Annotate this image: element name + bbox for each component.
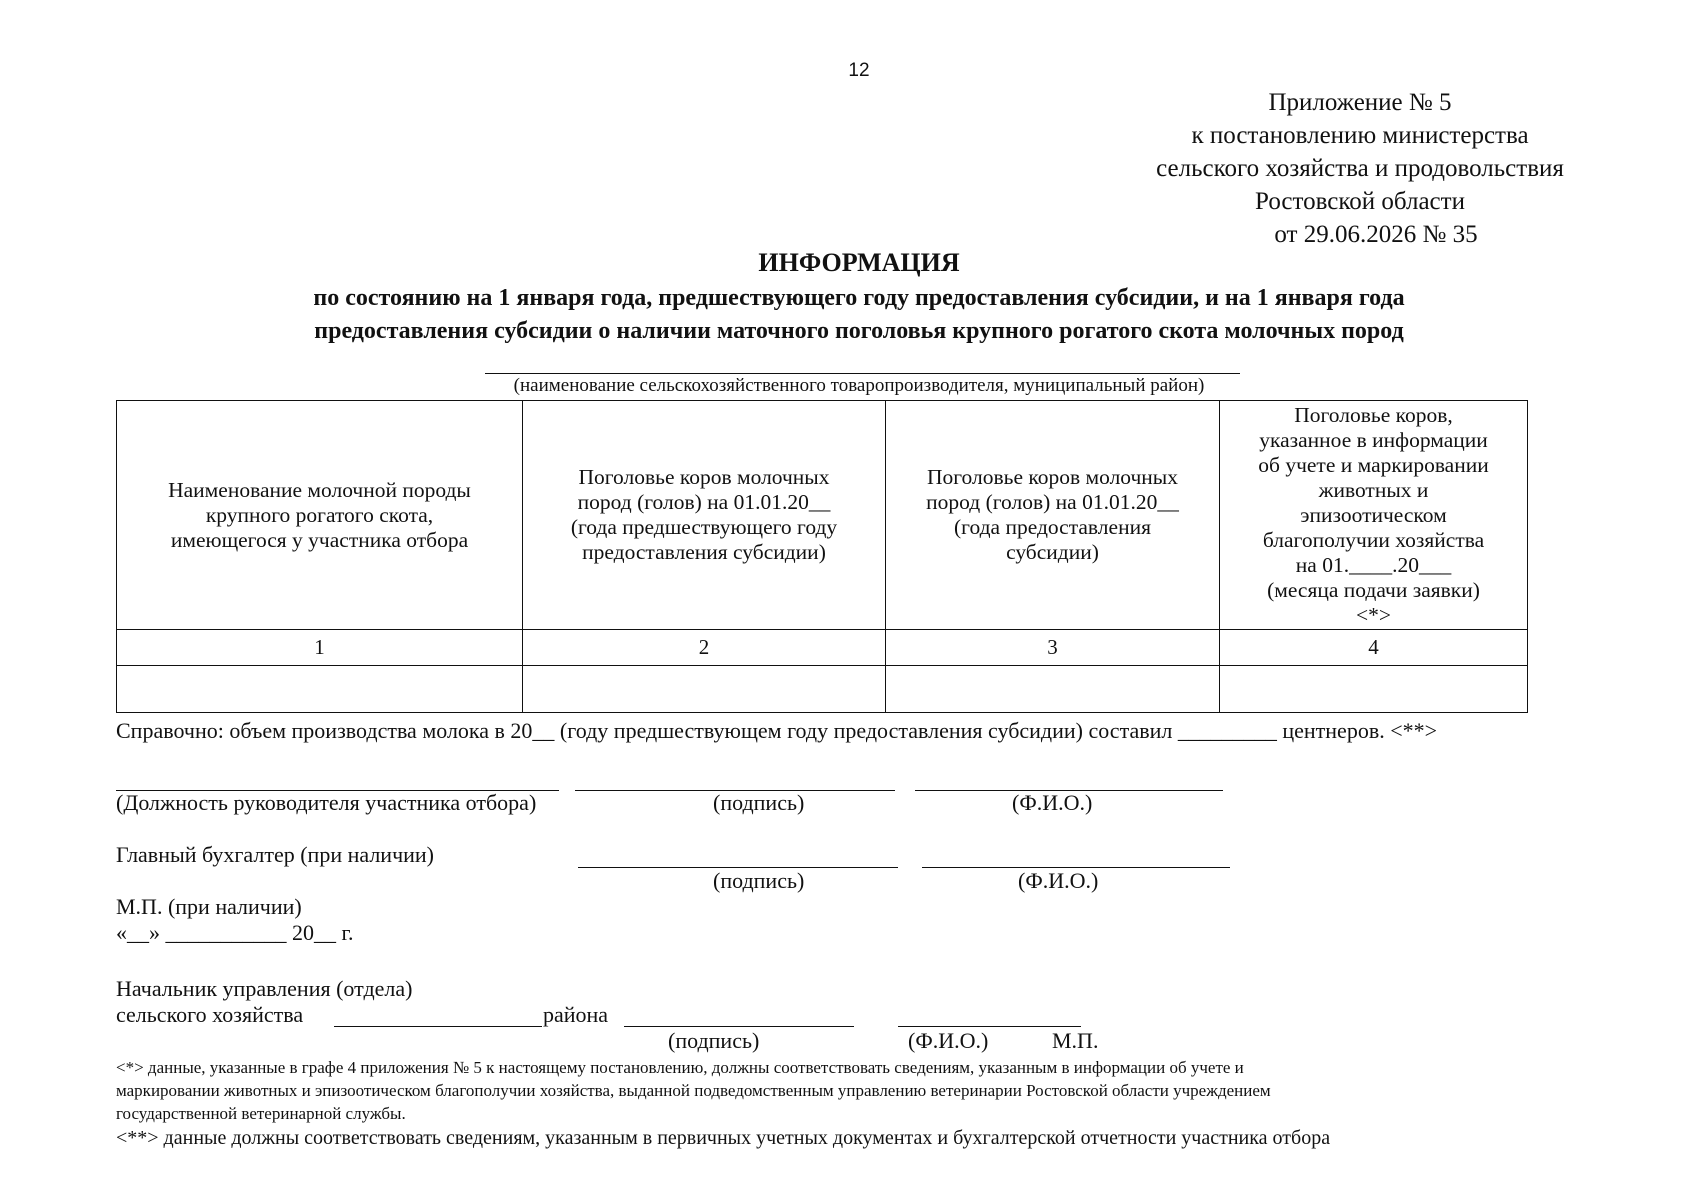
appendix-line: от 29.06.2026 № 35 [1274, 221, 1478, 248]
signature-caption: (подпись) [713, 868, 805, 893]
appendix-line: Приложение № 5 [1268, 89, 1452, 116]
column-number-row [117, 630, 1528, 666]
document-title: ИНФОРМАЦИЯ [758, 248, 960, 277]
appendix-block [1060, 86, 1660, 251]
dept-head-agri-label: сельского хозяйства [116, 1002, 304, 1027]
signature-caption: (подпись) [713, 790, 805, 815]
table-header-row [117, 401, 1528, 630]
fio-line [898, 1026, 1081, 1027]
dept-head-label: Начальник управления (отдела) [116, 976, 413, 1001]
stamp-if-any: М.П. (при наличии) [116, 894, 302, 919]
footnote-1 [116, 1056, 1616, 1125]
table-row [117, 666, 1528, 713]
signature-caption: (подпись) [668, 1028, 760, 1053]
subtitle-line: по состоянию на 1 января года, предшествующего году предоставления субсидии, и на 1 января года [313, 285, 1405, 311]
appendix-line: к постановлению министерства [1191, 122, 1529, 149]
column-number: 2 [523, 630, 886, 666]
data-cell[interactable] [523, 666, 886, 713]
header-cell: Поголовье коров молочных пород (голов) на 01.01.20__ (года предшествующего году предоставления субсидии) [523, 401, 886, 630]
fio-caption: (Ф.И.О.) [1018, 868, 1099, 893]
fio-caption: (Ф.И.О.) [1012, 790, 1093, 815]
footnote-2: <**> данные должны соответствовать сведениям, указанным в первичных учетных документах и бухгалтерской отчетности участника отбора [116, 1127, 1331, 1149]
footnote-line: маркировании животных и эпизоотическом благополучии хозяйства, выданной подведомственным управлению ветеринарии Ростовской области учреждением [116, 1081, 1271, 1100]
header-cell: Поголовье коров, указанное в информации об учете и маркировании животных и эпизоотическом благополучии хозяйства на 01.____.20___ (месяца подачи заявки) <*> [1220, 401, 1528, 630]
column-number: 1 [117, 630, 523, 666]
producer-caption: (наименование сельскохозяйственного товаропроизводителя, муниципальный район) [513, 375, 1205, 396]
footnote-line: <*> данные, указанные в графе 4 приложения № 5 к настоящему постановлению, должны соответствовать сведениям, указанным в информации об учете и [116, 1058, 1244, 1077]
header-cell: Наименование молочной породы крупного рогатого скота, имеющегося у участника отбора [117, 401, 523, 630]
reference-text: Справочно: объем производства молока в 20__ (году предшествующем году предоставления субсидии) составил _________ центнеров. <**> [116, 718, 1438, 743]
livestock-table [116, 400, 1528, 713]
appendix-line: сельского хозяйства и продовольствия [1156, 155, 1564, 182]
fio-caption: (Ф.И.О.) [908, 1028, 989, 1053]
signature-line [624, 1026, 854, 1027]
appendix-line: Ростовской области [1255, 188, 1465, 215]
stamp-label: М.П. [1052, 1028, 1099, 1053]
data-cell[interactable] [886, 666, 1220, 713]
column-number: 3 [886, 630, 1220, 666]
subtitle-line: предоставления субсидии о наличии маточного поголовья крупного рогатого скота молочных пород [314, 318, 1404, 344]
page-number: 12 [848, 60, 870, 81]
header-cell: Поголовье коров молочных пород (голов) на 01.01.20__ (года предоставления субсидии) [886, 401, 1220, 630]
producer-fill-line [485, 373, 1240, 374]
footnote-line: государственной ветеринарной службы. [116, 1104, 406, 1123]
district-label: района [543, 1002, 609, 1027]
column-number: 4 [1220, 630, 1528, 666]
chief-accountant-label: Главный бухгалтер (при наличии) [116, 842, 435, 867]
data-cell[interactable] [1220, 666, 1528, 713]
head-position-caption: (Должность руководителя участника отбора) [116, 790, 537, 815]
date-line: «__» ___________ 20__ г. [116, 920, 354, 945]
data-cell[interactable] [117, 666, 523, 713]
agri-fill-line [334, 1026, 542, 1027]
document-subtitle [80, 282, 1638, 348]
